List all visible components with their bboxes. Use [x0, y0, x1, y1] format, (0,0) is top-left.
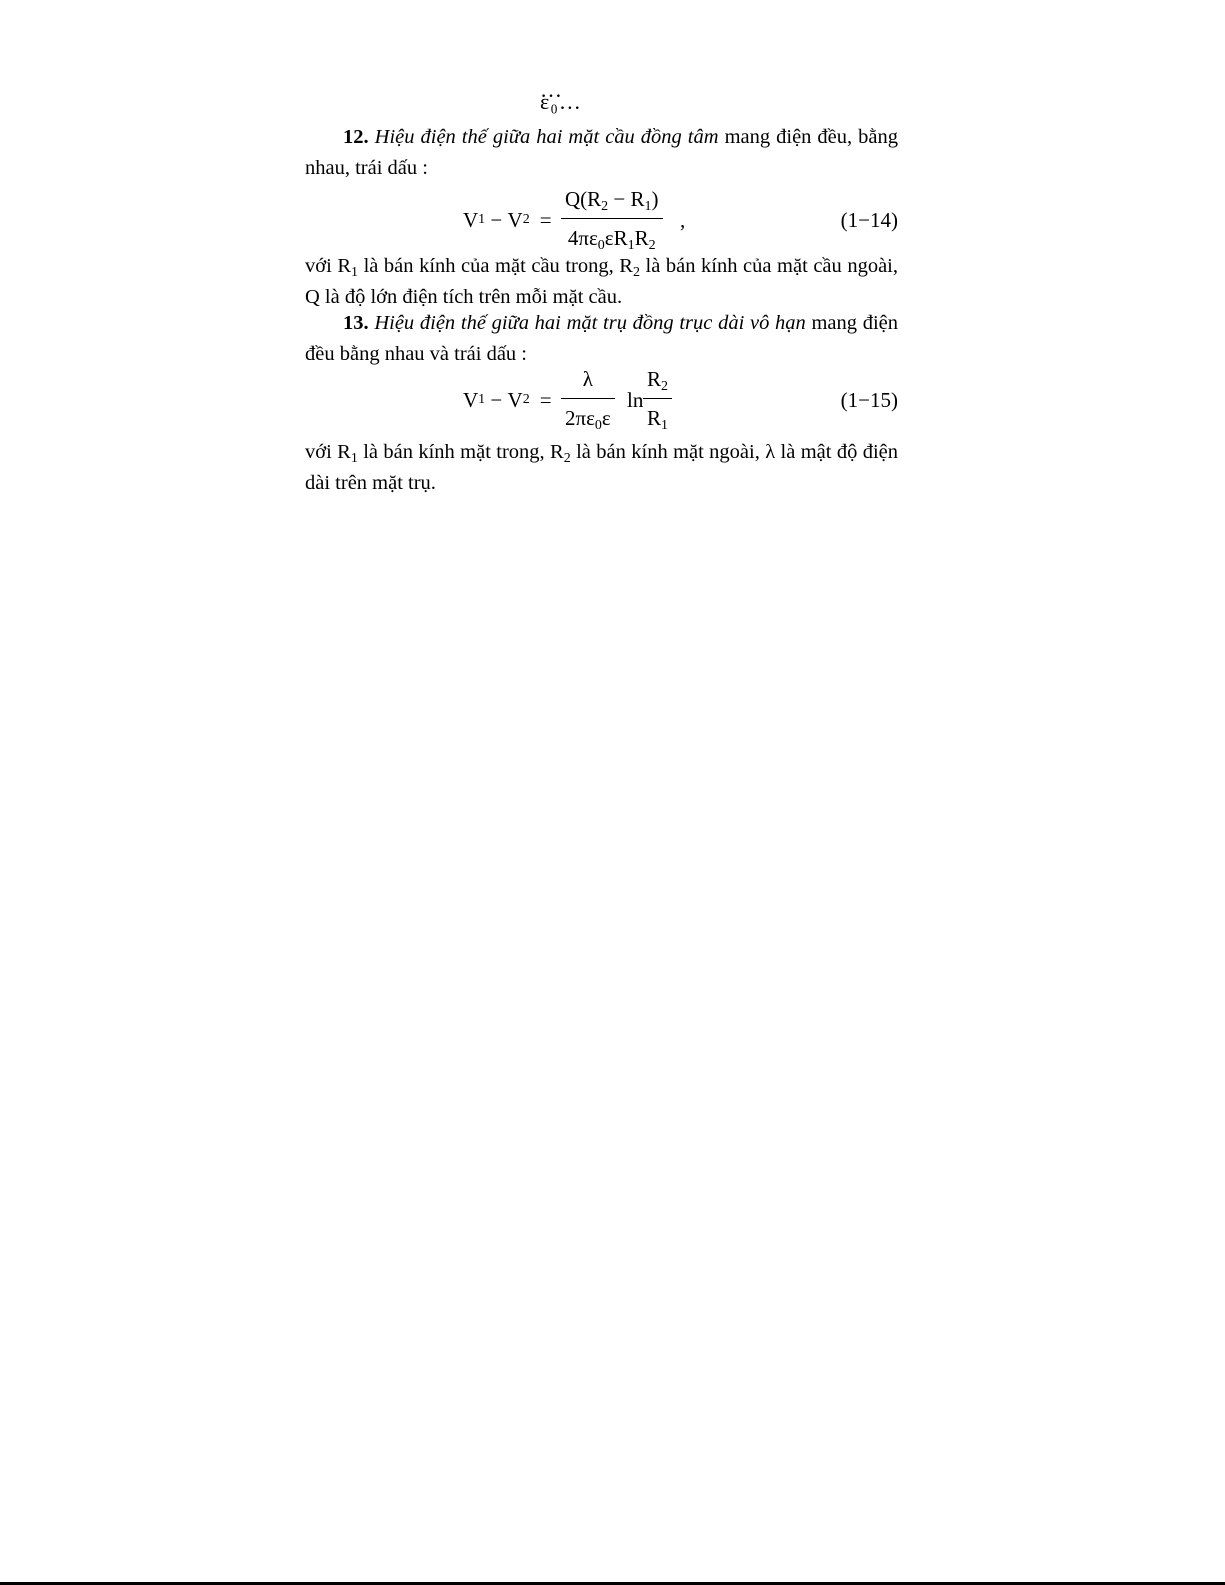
p12b-t3: là bán kính của mặt cầu ngoài, Q là độ lớn điện tích trên mỗi mặt cầu. [305, 255, 898, 308]
eq14-den-sub0: 0 [597, 238, 605, 253]
eq15-r2-sub: 2 [661, 379, 669, 394]
eq14-equals: = [539, 207, 552, 232]
section-12-number: 12. [343, 126, 369, 148]
eq15-v2: V [507, 387, 523, 412]
equation-1-14-number [841, 182, 898, 258]
eq14-denominator [564, 219, 660, 255]
eq14-den-c: R [634, 226, 649, 250]
eq15-v1: V [463, 387, 479, 412]
equation-1-14 [305, 182, 898, 258]
eq15-den-a: 2πε [565, 406, 595, 430]
eq14-num-a: Q(R [565, 187, 602, 211]
eq15-minus: − [485, 387, 508, 412]
section-12-title: Hiệu điện thế giữa hai mặt cầu đồng tâm [374, 126, 719, 148]
eq15-ln [627, 362, 643, 438]
eq15-ratio-denominator [643, 399, 672, 435]
cropped-formula-text: …ε₀… [540, 77, 582, 114]
eq14-den-sub2: 2 [648, 238, 656, 253]
equation-1-15-lhs: V 1 − V 2 = [463, 387, 552, 412]
eq14-minus: − [485, 207, 508, 232]
equation-1-14-fraction [561, 182, 663, 255]
eq15-r1-sub: 1 [661, 418, 669, 433]
eq15-den-b: ε [601, 406, 611, 430]
p12b-s1: 1 [351, 265, 359, 280]
eq14-num-sub1: 2 [601, 199, 609, 214]
p12b-s2: 2 [632, 265, 640, 280]
eq14-number-text: (1−14) [840, 207, 898, 232]
eq14-v2: V [507, 207, 523, 232]
eq14-den-a: 4πε [567, 226, 598, 250]
eq15-ratio-numerator [643, 362, 672, 398]
equation-1-15-fraction [561, 362, 615, 435]
p13b-t3: là bán kính mặt ngoài, λ là mật độ điện dài trên mặt trụ. [305, 441, 898, 494]
eq15-lambda: λ [582, 367, 593, 391]
p13b-s1: 1 [350, 451, 358, 466]
eq15-equals: = [539, 387, 552, 412]
eq15-denominator [561, 399, 615, 435]
eq14-num-b: − R [608, 187, 645, 211]
eq14-num-sub2: 1 [644, 199, 652, 214]
section-13-explanation [305, 437, 898, 499]
eq15-number-text: (1−15) [840, 387, 898, 412]
equation-1-14-lhs: V 1 − V 2 = [463, 207, 552, 232]
cropped-formula-fragment [540, 77, 600, 114]
eq15-r2: R [647, 367, 662, 391]
section-12-text: mang điện đều, bằng nhau, trái dấu : [305, 126, 899, 179]
p12b-t2: là bán kính của mặt cầu trong, R [358, 255, 633, 277]
section-12-explanation [305, 251, 898, 313]
equation-1-15-number [841, 362, 898, 438]
section-12-paragraph [305, 122, 898, 184]
section-13-text: mang điện đều bằng nhau và trái dấu : [305, 312, 899, 365]
section-13-number: 13. [343, 312, 369, 334]
eq15-ln-text: ln [627, 387, 644, 412]
p13b-t2: là bán kính mặt trong, R [357, 441, 564, 463]
eq15-numerator [579, 362, 597, 398]
p13b-t1: với R [305, 441, 351, 463]
eq15-ratio-fraction [643, 362, 672, 435]
p12b-t1: với R [305, 255, 352, 277]
section-13-title: Hiệu điện thế giữa hai mặt trụ đồng trục dài vô hạn [374, 312, 806, 334]
eq15-r1: R [647, 406, 662, 430]
p13b-s2: 2 [563, 451, 571, 466]
eq14-trailing-comma [680, 182, 685, 258]
eq14-numerator [561, 182, 663, 218]
eq15-den-sub0: 0 [594, 418, 602, 433]
eq14-num-c: ) [651, 187, 659, 211]
eq14-den-b: εR [604, 226, 628, 250]
section-13-paragraph [305, 308, 898, 370]
eq14-den-sub1: 1 [627, 238, 635, 253]
equation-1-15 [305, 362, 898, 438]
eq14-v1: V [463, 207, 479, 232]
eq14-comma: , [680, 207, 686, 232]
